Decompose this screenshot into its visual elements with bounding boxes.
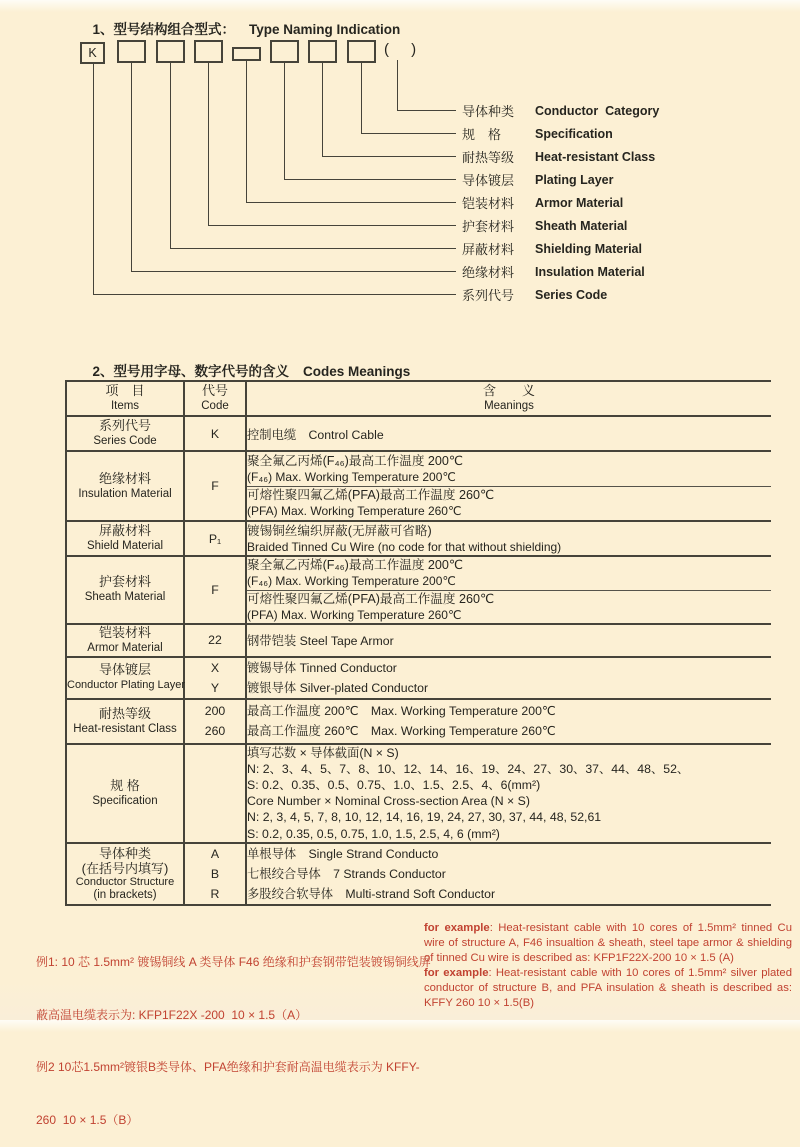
- section1-title-zh: 1、型号结构组合型式：: [92, 22, 236, 37]
- item-cell: [66, 744, 184, 843]
- example-en-paragraph: [424, 921, 792, 966]
- table-row-armor: [66, 624, 771, 657]
- header-items-zh: 项 目: [105, 383, 145, 398]
- label-en: Armor Material: [535, 195, 624, 210]
- code-box-series: K: [80, 42, 105, 64]
- item-cell: [66, 521, 184, 556]
- item-cell: [66, 451, 184, 521]
- example-note-zh: [36, 919, 430, 1147]
- meaning-zh: 镀锡铜丝编织屏蔽(无屏蔽可省略): [247, 523, 432, 538]
- diagram-label-conductor-category: [462, 102, 659, 119]
- spec-line: 填写芯数 × 导体截面(N × S): [247, 745, 399, 760]
- example-en-text: : Heat-resistant cable with 10 cores of 1.5mm² tinned Cu wire of structure A, F46 insualtion & sheath, steel tape armor & shielding of tinned Cu wire is described as: KFP1F22X-200 10 × 1.5 (A): [424, 922, 792, 964]
- label-en: Conductor Category: [535, 103, 660, 118]
- meaning-cell: [246, 699, 771, 744]
- diagram-label-plating-layer: [462, 171, 614, 188]
- connector-line: [93, 64, 456, 295]
- header-items-en: Items: [110, 400, 140, 412]
- type-naming-diagram: [0, 0, 800, 330]
- item-en: Conductor Plating Layer: [67, 679, 186, 691]
- code-box-insulation: [117, 40, 146, 63]
- meaning-line: 镀锡导体 Tinned Conductor: [247, 660, 397, 675]
- label-zh: 绝缘材料: [462, 265, 515, 280]
- meaning-line: 多股绞合软导体 Multi-strand Soft Conductor: [247, 886, 496, 901]
- example-en-lead: for example: [424, 967, 489, 979]
- code-cell: [184, 843, 246, 905]
- label-en: Heat-resistant Class: [535, 149, 656, 164]
- meaning-en: (F₄₆) Max. Working Temperature 200℃: [247, 469, 456, 484]
- label-zh: 系列代号: [462, 288, 515, 303]
- spec-line: Core Number × Nominal Cross-section Area (N × S): [247, 794, 530, 809]
- item-en: Insulation Material: [78, 487, 172, 500]
- diagram-label-shielding-material: [462, 240, 642, 257]
- label-en: Insulation Material: [535, 264, 645, 279]
- spec-line: N: 2、3、4、5、7、8、10、12、14、16、19、24、27、30、37、44、48、52、: [247, 761, 690, 776]
- code-line: A: [210, 846, 220, 861]
- diagram-label-sheath-material: [462, 217, 627, 234]
- meaning-line: 最高工作温度 260℃ Max. Working Temperature 260℃: [247, 724, 556, 738]
- label-en: Plating Layer: [535, 172, 614, 187]
- meaning-line: 最高工作温度 200℃ Max. Working Temperature 200℃: [247, 704, 556, 718]
- diagram-label-series-code: [462, 286, 607, 303]
- header-code-en: Code: [201, 400, 229, 412]
- label-zh: 规 格: [462, 127, 502, 142]
- code-box-armor: [232, 47, 261, 61]
- code-line: R: [210, 886, 220, 901]
- spec-line: S: 0.2, 0.35, 0.5, 0.75, 1.0, 1.5, 2.5, 4, 6 (mm²): [247, 826, 500, 841]
- example-note-en: [424, 921, 792, 1011]
- item-en: Series Code: [93, 435, 157, 447]
- header-meanings-zh: 含 义: [482, 383, 535, 398]
- meaning-en: (F₄₆) Max. Working Temperature 200℃: [247, 574, 456, 589]
- code-cell: [184, 699, 246, 744]
- codes-meanings-table: [65, 380, 771, 906]
- meaning-cell: [246, 521, 771, 556]
- item-zh: 系列代号: [98, 418, 151, 433]
- item-en: Armor Material: [87, 641, 163, 654]
- spec-line: N: 2, 3, 4, 5, 7, 8, 10, 12, 14, 16, 19, 24, 27, 30, 37, 44, 48, 52,61: [247, 810, 602, 825]
- meaning-cell: [246, 744, 771, 843]
- table-row-plating: [66, 657, 771, 699]
- label-en: Series Code: [535, 287, 608, 302]
- label-zh: 铠装材料: [462, 196, 515, 211]
- item-cell: [66, 416, 184, 451]
- example-zh-line: 例2 10芯1.5mm²镀银B类导体、PFA绝缘和护套耐高温电缆表示为 KFFY-: [36, 1060, 420, 1074]
- code-box-spec: [347, 40, 376, 63]
- meaning-cell: 钢带铠装 Steel Tape Armor: [246, 624, 771, 657]
- code-box-shielding: [156, 40, 185, 63]
- example-en-lead: for example: [424, 922, 490, 934]
- header-code-zh: 代号: [201, 383, 228, 398]
- meaning-cell: [246, 843, 771, 905]
- meaning-cell: [246, 657, 771, 699]
- label-zh: 导体镀层: [462, 173, 515, 188]
- label-en: Specification: [535, 126, 613, 141]
- meaning-zh: 可熔性聚四氟乙烯(PFA)最高工作温度 260℃: [247, 488, 495, 503]
- meaning-cell: [246, 556, 771, 590]
- header-meanings-en: Meanings: [484, 400, 534, 412]
- meaning-zh: 聚全氟乙丙烯(F₄₆)最高工作温度 200℃: [247, 558, 464, 573]
- meaning-line: 七根绞合导体 7 Strands Conductor: [247, 866, 446, 881]
- example-zh-line: 260 10 × 1.5（B）: [36, 1112, 139, 1127]
- label-zh: 耐热等级: [462, 150, 515, 165]
- label-zh: 护套材料: [462, 219, 515, 234]
- table-row-series: [66, 416, 771, 451]
- item-zh: (在括号内填写): [81, 860, 169, 876]
- item-en: Sheath Material: [84, 591, 166, 604]
- bracket-pair: ( ): [384, 41, 426, 58]
- code-box-heat: [308, 40, 337, 63]
- example-en-text: : Heat-resistant cable with 10 cores of 1.5mm² silver plated conductor of structure B, and PFA insulation & sheath is described as: KFFY 260 10 × 1.5(B): [424, 967, 793, 1009]
- label-en: Shielding Material: [535, 241, 642, 256]
- table-row-heat: [66, 699, 771, 744]
- table-row-sheath: [66, 556, 771, 590]
- item-cell: [66, 556, 184, 624]
- code-cell: 22: [184, 624, 246, 657]
- meaning-cell: [246, 486, 771, 521]
- meaning-cell: 控制电缆 Control Cable: [246, 416, 771, 451]
- code-cell: P₁: [184, 521, 246, 556]
- table-row-spec: [66, 744, 771, 843]
- meaning-en: (PFA) Max. Working Temperature 260℃: [247, 607, 462, 622]
- item-cell: [66, 624, 184, 657]
- item-zh: 耐热等级: [98, 705, 151, 721]
- item-zh: 铠装材料: [98, 624, 151, 640]
- label-zh: 屏蔽材料: [462, 242, 515, 257]
- header-cell-meanings: [246, 381, 771, 416]
- code-line: X: [210, 660, 220, 675]
- item-zh: 导体镀层: [98, 662, 151, 677]
- meaning-zh: 聚全氟乙丙烯(F₄₆)最高工作温度 200℃: [247, 453, 464, 468]
- meaning-cell: [246, 451, 771, 486]
- code-cell: F: [184, 556, 246, 624]
- meaning-zh: 可熔性聚四氟乙烯(PFA)最高工作温度 260℃: [247, 591, 495, 606]
- item-cell: [66, 699, 184, 744]
- item-cell: [66, 657, 184, 699]
- code-line: 200: [204, 704, 226, 718]
- code-line: 260: [204, 724, 226, 738]
- diagram-label-insulation-material: [462, 263, 645, 280]
- code-cell: K: [184, 416, 246, 451]
- item-en: Conductor Structure: [75, 875, 175, 888]
- diagram-label-armor-material: [462, 194, 623, 211]
- code-box-sheath: [194, 40, 223, 63]
- item-en: (in brackets): [93, 888, 157, 901]
- code-cell: [184, 657, 246, 699]
- table-row-conductor: [66, 843, 771, 905]
- code-line: B: [210, 866, 220, 881]
- section2-heading: [85, 345, 410, 380]
- code-box-plating: [270, 40, 299, 63]
- label-zh: 导体种类: [462, 104, 515, 119]
- section1-title-en: Type Naming Indication: [249, 22, 401, 37]
- item-zh: 绝缘材料: [98, 470, 151, 486]
- example-zh-line: 例1: 10 芯 1.5mm² 镀锡铜线 A 类导体 F46 绝缘和护套钢带铠装镀锡铜线屏: [36, 955, 431, 969]
- example-zh-line: 蔽高温电缆表示为: KFP1F22X -200 10 × 1.5（A）: [36, 1007, 308, 1022]
- meaning-line: 单根导体 Single Strand Conducto: [247, 846, 439, 861]
- header-cell-items: [66, 381, 184, 416]
- code-line: Y: [210, 680, 220, 695]
- code-cell: F: [184, 451, 246, 521]
- diagram-label-specification: [462, 125, 613, 142]
- item-zh: 导体种类: [98, 845, 151, 861]
- meaning-cell: [246, 590, 771, 624]
- item-zh: 护套材料: [98, 574, 151, 590]
- section2-title-zh: 2、型号用字母、数字代号的含义: [92, 364, 290, 379]
- item-zh: 屏蔽材料: [98, 523, 151, 538]
- meaning-line: 镀银导体 Silver-plated Conductor: [247, 680, 429, 695]
- table-header-row: [66, 381, 771, 416]
- section2-title-en: Codes Meanings: [303, 364, 411, 379]
- item-en: Heat-resistant Class: [73, 722, 177, 735]
- item-en: Shield Material: [86, 540, 164, 552]
- code-cell: [184, 744, 246, 843]
- label-en: Sheath Material: [535, 218, 628, 233]
- item-zh: 规 格: [110, 777, 140, 793]
- diagram-label-heat-class: [462, 148, 655, 165]
- example-en-paragraph: [424, 966, 792, 1011]
- table-row-shield: [66, 521, 771, 556]
- spec-line: S: 0.2、0.35、0.5、0.75、1.0、1.5、2.5、4、6(mm²): [247, 777, 541, 792]
- header-cell-code: [184, 381, 246, 416]
- item-en: Specification: [92, 794, 158, 807]
- table-row-insulation: [66, 451, 771, 486]
- item-cell: [66, 843, 184, 905]
- meaning-en: Braided Tinned Cu Wire (no code for that without shielding): [247, 539, 562, 554]
- meaning-en: (PFA) Max. Working Temperature 260℃: [247, 504, 462, 519]
